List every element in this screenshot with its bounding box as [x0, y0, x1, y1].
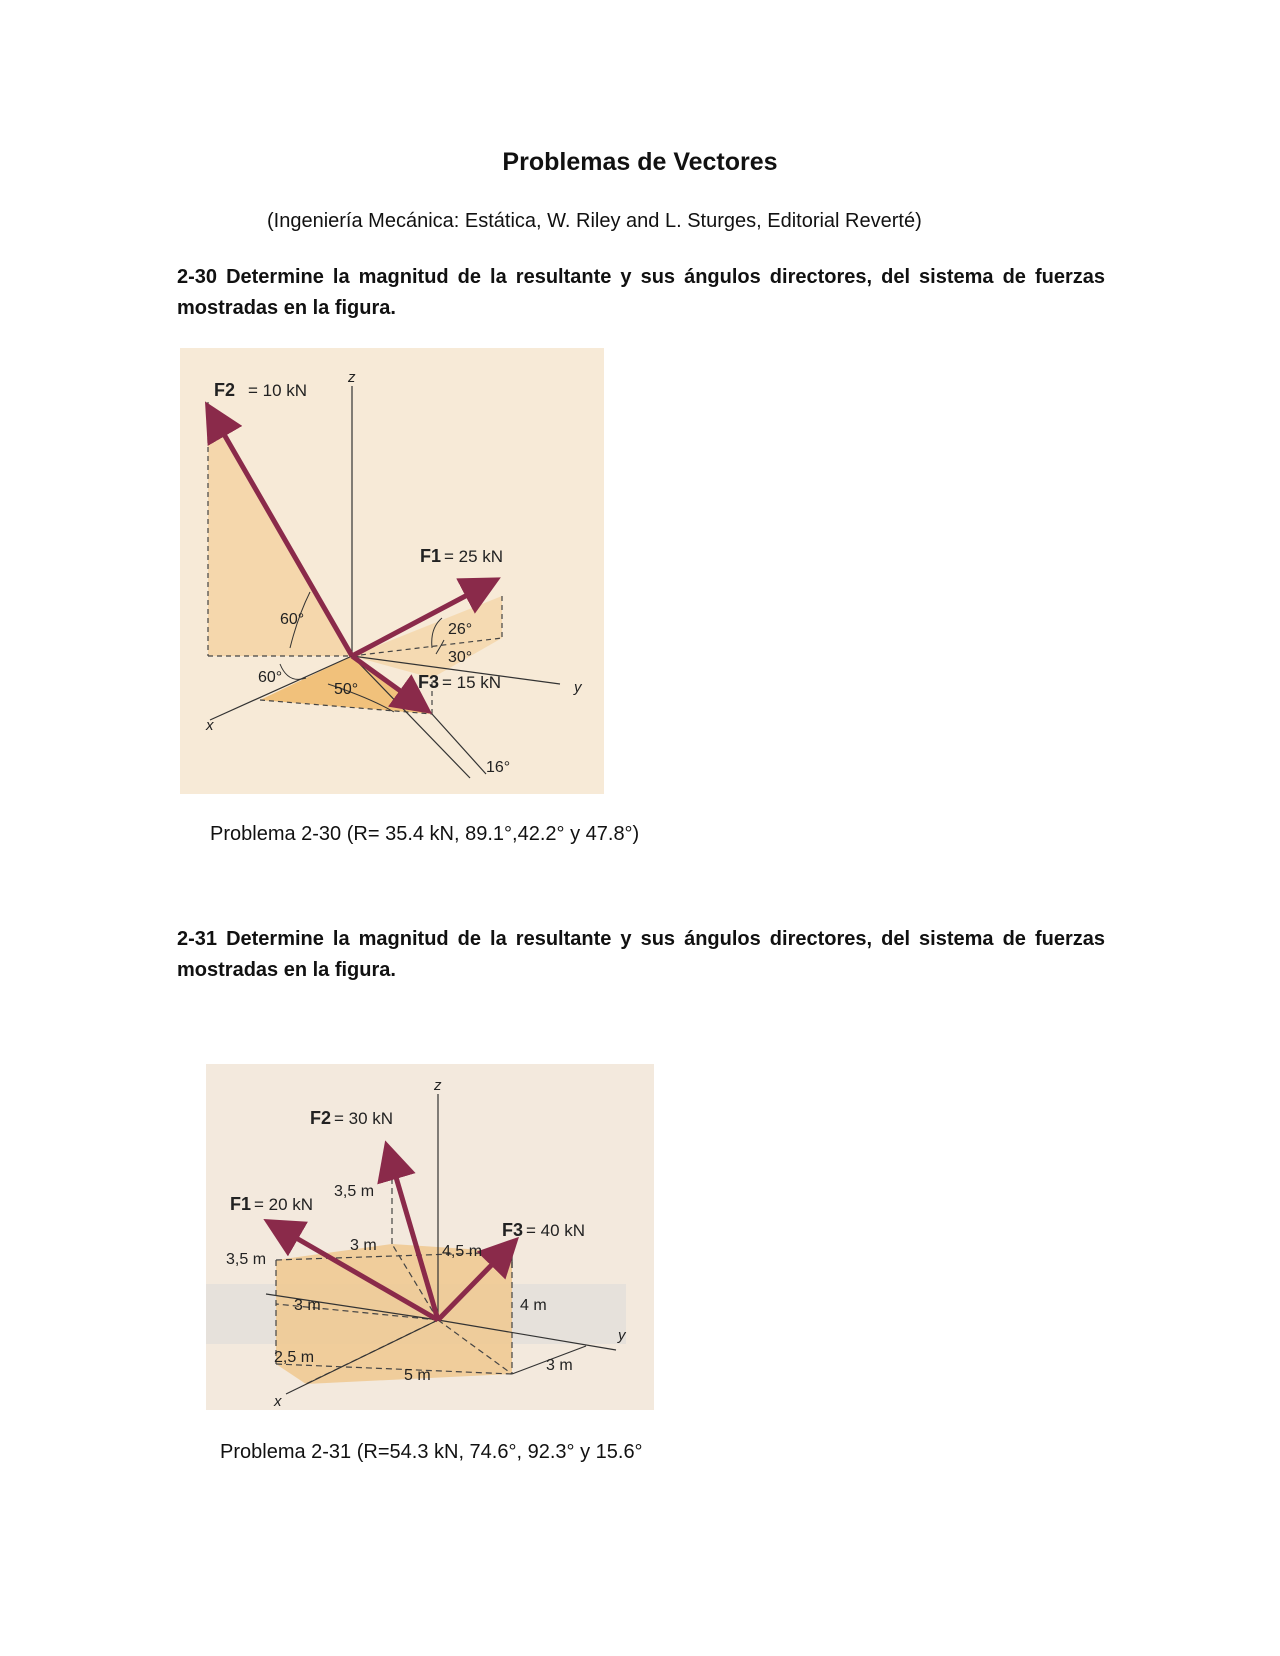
- x-axis-label: x: [274, 1393, 282, 1410]
- dim-3m-right: 3 m: [546, 1357, 573, 1374]
- problem-2-30-answer: Problema 2-30 (R= 35.4 kN, 89.1°,42.2° y 47.8°): [210, 823, 640, 845]
- angle-30: 30°: [448, 649, 473, 666]
- f3-label: F3: [502, 1220, 524, 1240]
- angle-16: 16°: [486, 759, 511, 776]
- dim-2-5m: 2,5 m: [274, 1349, 315, 1366]
- dim-f1-height: 3,5 m: [226, 1251, 267, 1268]
- reference-subtitle: (Ingeniería Mecánica: Estática, W. Riley and L. Sturges, Editorial Reverté): [267, 210, 922, 232]
- dim-4-5m: 4,5 m: [442, 1243, 483, 1260]
- f1-label: F1: [420, 546, 442, 566]
- x-axis-label: x: [206, 717, 214, 734]
- y-axis-label: y: [574, 679, 582, 696]
- page-title: Problemas de Vectores: [502, 148, 778, 176]
- z-axis-label: z: [434, 1077, 442, 1094]
- f3-value: = 40 kN: [526, 1221, 586, 1240]
- f3-label: F3: [418, 672, 440, 692]
- f1-value: = 25 kN: [444, 547, 504, 566]
- angle-60-lower: 60°: [258, 669, 283, 686]
- f1-value: = 20 kN: [254, 1195, 314, 1214]
- f1-label: F1: [230, 1194, 252, 1214]
- f2-label: F2: [310, 1108, 332, 1128]
- dim-4m: 4 m: [520, 1297, 547, 1314]
- dim-f2-height: 3,5 m: [334, 1183, 375, 1200]
- angle-26: 26°: [448, 621, 473, 638]
- y-axis-label: y: [618, 1327, 626, 1344]
- dim-3m-left: 3 m: [294, 1297, 321, 1314]
- angle-50: 50°: [334, 681, 359, 698]
- angle-60-upper: 60°: [280, 611, 305, 628]
- problem-2-31-answer: Problema 2-31 (R=54.3 kN, 74.6°, 92.3° y 15.6°: [220, 1441, 643, 1463]
- z-axis-label: z: [348, 369, 356, 386]
- dim-5m: 5 m: [404, 1367, 431, 1384]
- figure-2-30: [180, 348, 604, 794]
- problem-2-31-statement: 2-31 Determine la magnitud de la resultante y sus ángulos directores, del sistema de fuerzas mostradas en la figura.: [177, 928, 1105, 981]
- f2-value: = 30 kN: [334, 1109, 394, 1128]
- f2-label: F2: [214, 380, 236, 400]
- f3-value: = 15 kN: [442, 673, 502, 692]
- dim-3m-top: 3 m: [350, 1237, 377, 1254]
- problem-2-30-statement: 2-30 Determine la magnitud de la resultante y sus ángulos directores, del sistema de fuerzas mostradas en la figura.: [177, 266, 1105, 319]
- f2-value: = 10 kN: [248, 381, 308, 400]
- figure-2-31: [206, 1064, 654, 1410]
